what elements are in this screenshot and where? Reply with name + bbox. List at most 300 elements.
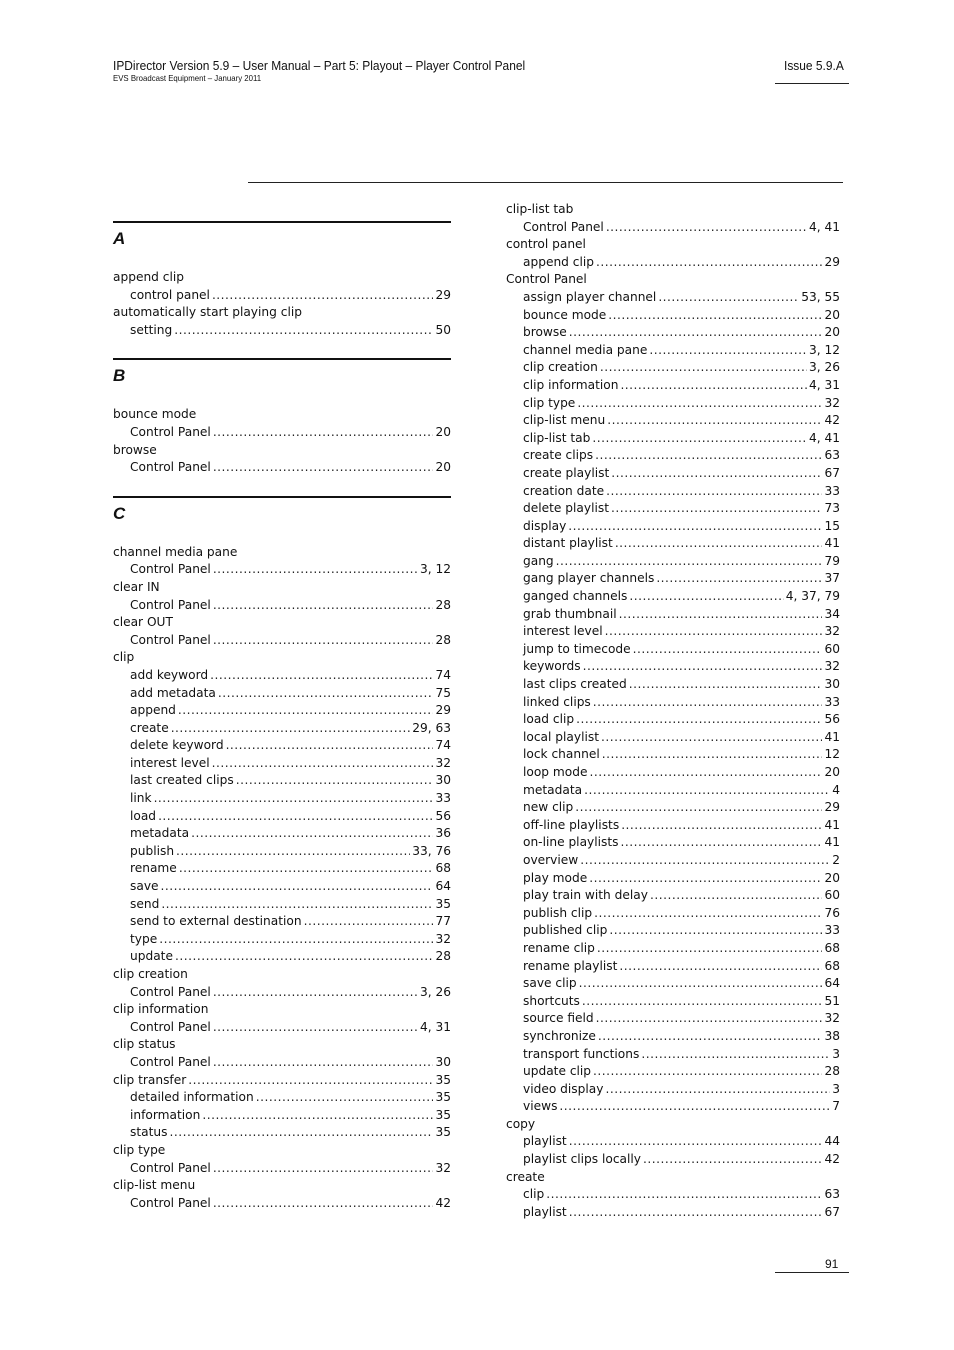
subentry-label: shortcuts: [523, 993, 580, 1008]
index-term: clear OUT: [113, 615, 173, 630]
dot-leader: [256, 1089, 434, 1107]
page-ref: 77: [435, 914, 451, 929]
page-ref: 33: [435, 791, 451, 806]
dot-leader: [174, 322, 433, 340]
subentry-label: create: [130, 720, 169, 735]
subentry-label: clip type: [523, 395, 576, 410]
dot-leader: [582, 993, 823, 1011]
subentry-label: clip-list tab: [523, 430, 591, 445]
dot-leader: [169, 1124, 433, 1142]
subentry-label: rename playlist: [523, 958, 618, 973]
index-subentry: [506, 324, 840, 342]
subentry-label: save clip: [523, 976, 577, 991]
index-subentry: [113, 424, 451, 442]
subentry-label: append: [130, 703, 176, 718]
dot-leader: [556, 553, 823, 571]
page-ref: 38: [824, 1028, 840, 1043]
page-ref: 32: [435, 931, 451, 946]
index-subentry: [506, 1046, 840, 1064]
page-ref: 42: [824, 1152, 840, 1167]
index-subentry: [506, 606, 840, 624]
index-subentry: [506, 465, 840, 483]
page-ref: 42: [435, 1195, 451, 1210]
page-ref: 15: [824, 518, 840, 533]
dot-leader: [583, 658, 823, 676]
subentry-label: assign player channel: [523, 289, 657, 304]
subentry-label: rename: [130, 861, 177, 876]
dot-leader: [179, 860, 434, 878]
dot-leader: [212, 287, 434, 305]
subentry-label: type: [130, 931, 158, 946]
index-subentry: [506, 641, 840, 659]
subentry-label: delete keyword: [130, 738, 224, 753]
dot-leader: [218, 685, 434, 703]
subentry-label: clip creation: [523, 360, 598, 375]
footer-rule: [775, 1272, 849, 1273]
page-ref: 64: [824, 976, 840, 991]
index-subentry: [113, 860, 451, 878]
index-subentry: [113, 1124, 451, 1142]
page-ref: 28: [435, 949, 451, 964]
subentry-label: metadata: [130, 826, 190, 841]
index-term: clip-list tab: [506, 202, 574, 216]
page-ref: 64: [435, 879, 451, 894]
page-ref: 2: [832, 852, 840, 867]
subentry-label: synchronize: [523, 1028, 596, 1043]
dot-leader: [598, 1028, 823, 1046]
subentry-label: update clip: [523, 1064, 592, 1079]
subentry-label: last clips created: [523, 677, 627, 692]
index-subentry: [506, 1063, 840, 1081]
page-ref: 33: [824, 694, 840, 709]
index-subentry: [113, 632, 451, 650]
index-term: clip type: [113, 1142, 166, 1157]
index-term: clip creation: [113, 967, 188, 981]
index-subentry: [113, 790, 451, 808]
dot-leader: [620, 377, 807, 395]
index-subentry: [113, 737, 451, 755]
index-subentry: [506, 254, 840, 272]
index-subentry: [113, 667, 451, 685]
subentry-label: play train with delay: [523, 888, 648, 903]
page-ref: 63: [824, 448, 840, 463]
subentry-label: send: [130, 896, 160, 911]
subentry-label: send to external destination: [130, 914, 302, 929]
dot-leader: [161, 896, 433, 914]
index-subentry: [113, 1160, 451, 1178]
dot-leader: [606, 219, 807, 237]
dot-leader: [593, 1063, 822, 1081]
page-ref: 32: [824, 395, 840, 410]
index-subentry: [113, 755, 451, 773]
dot-leader: [213, 459, 434, 477]
index-subentry: [506, 518, 840, 536]
page-ref: 53, 55: [801, 289, 840, 304]
subentry-label: jump to timecode: [523, 641, 631, 656]
index-subentry: [506, 658, 840, 676]
dot-leader: [176, 843, 410, 861]
subentry-label: delete playlist: [523, 501, 609, 516]
dot-leader: [593, 694, 823, 712]
index-subentry: [113, 287, 451, 305]
dot-leader: [569, 324, 823, 342]
page-ref: 35: [435, 1090, 451, 1105]
index-subentry: [506, 535, 840, 553]
index-subentry: [113, 685, 451, 703]
subentry-label: link: [130, 791, 152, 806]
page-ref: 3, 26: [419, 984, 451, 999]
subentry-label: interest level: [523, 624, 603, 639]
subentry-label: save: [130, 879, 159, 894]
subentry-label: channel media pane: [523, 342, 648, 357]
page-ref: 33, 76: [412, 843, 451, 858]
page-ref: 4: [832, 782, 840, 797]
page-ref: 42: [824, 413, 840, 428]
subentry-label: new clip: [523, 800, 574, 815]
page-ref: 28: [435, 632, 451, 647]
subentry-label: metadata: [523, 782, 583, 797]
page-ref: 68: [824, 958, 840, 973]
subentry-label: Control Panel: [130, 424, 211, 439]
subentry-label: information: [130, 1107, 201, 1122]
dot-leader: [158, 808, 433, 826]
index-subentry: [113, 896, 451, 914]
dot-leader: [188, 1072, 433, 1090]
index-top-rule: [248, 182, 843, 183]
page-ref: 37: [824, 571, 840, 586]
dot-leader: [615, 535, 823, 553]
dot-leader: [559, 1098, 830, 1116]
dot-leader: [210, 667, 433, 685]
page-ref: 51: [824, 993, 840, 1008]
dot-leader: [576, 711, 822, 729]
page-ref: 79: [824, 553, 840, 568]
index-subentry: [113, 1019, 451, 1037]
index-subentry: [113, 720, 451, 738]
subentry-label: linked clips: [523, 694, 591, 709]
page-ref: 35: [435, 1072, 451, 1087]
page-ref: 56: [824, 712, 840, 727]
dot-leader: [597, 940, 823, 958]
page-ref: 76: [824, 905, 840, 920]
dot-leader: [171, 720, 411, 738]
index-term: copy: [506, 1116, 536, 1131]
index-term: control panel: [506, 237, 586, 252]
dot-leader: [579, 975, 823, 993]
subentry-label: clip: [523, 1187, 545, 1202]
subentry-label: setting: [130, 322, 173, 337]
subentry-label: creation date: [523, 483, 605, 498]
section-heading: [113, 358, 451, 400]
index-subentry: [506, 1151, 840, 1169]
page-ref: 41: [824, 835, 840, 850]
index-subentry: [506, 1204, 840, 1222]
page-ref: 3, 12: [808, 342, 840, 357]
subentry-label: bounce mode: [523, 307, 607, 322]
page-ref: 20: [824, 765, 840, 779]
subentry-label: add metadata: [130, 685, 216, 700]
dot-leader: [178, 702, 434, 720]
subentry-label: update: [130, 949, 173, 964]
index-subentry: [506, 870, 840, 888]
subentry-label: keywords: [523, 659, 581, 674]
dot-leader: [608, 307, 822, 325]
page-ref: 35: [435, 1107, 451, 1122]
index-subentry: [113, 808, 451, 826]
index-subentry: [113, 772, 451, 790]
page-ref: 29: [824, 254, 840, 269]
index-subentry: [506, 377, 840, 395]
subentry-label: last created clips: [130, 773, 234, 788]
page-ref: 32: [824, 659, 840, 674]
subentry-label: loop mode: [523, 765, 588, 779]
index-subentry: [506, 483, 840, 501]
index-term: clear IN: [113, 579, 160, 594]
index-subentry: [506, 623, 840, 641]
dot-leader: [577, 395, 822, 413]
dot-leader: [202, 1107, 433, 1125]
page-ref: 4, 31: [419, 1019, 451, 1034]
dot-leader: [607, 412, 822, 430]
index-subentry: [506, 412, 840, 430]
index-subentry: [113, 597, 451, 615]
index-subentry: [506, 922, 840, 940]
page-ref: 73: [824, 501, 840, 516]
subentry-label: overview: [523, 852, 579, 867]
dot-leader: [213, 561, 418, 579]
subentry-label: playlist: [523, 1204, 567, 1219]
index-subentry: [113, 913, 451, 931]
index-subentry: [506, 746, 840, 764]
index-subentry: [113, 948, 451, 966]
page-ref: 67: [824, 1204, 840, 1219]
subentry-label: Control Panel: [130, 632, 211, 647]
index-subentry: [113, 931, 451, 949]
section-gap: [113, 339, 451, 358]
subentry-label: playlist: [523, 1134, 567, 1149]
index-subentry: [113, 878, 451, 896]
index-subentry: [506, 430, 840, 448]
subentry-label: gang player channels: [523, 571, 655, 586]
subentry-label: add keyword: [130, 667, 209, 682]
page-ref: 32: [435, 755, 451, 770]
subentry-label: publish: [130, 843, 175, 858]
index-subentry: [113, 702, 451, 720]
subentry-label: grab thumbnail: [523, 606, 617, 621]
subentry-label: Control Panel: [523, 219, 604, 234]
index-term: browse: [113, 442, 157, 457]
subentry-label: video display: [523, 1081, 604, 1096]
dot-leader: [191, 825, 433, 843]
page-ref: 30: [824, 677, 840, 692]
page-ref: 4, 41: [808, 219, 840, 234]
page-ref: 7: [832, 1099, 840, 1114]
index-subentry: [506, 993, 840, 1011]
index-subentry: [506, 1010, 840, 1028]
dot-leader: [605, 1081, 830, 1099]
index-subentry: [506, 940, 840, 958]
dot-leader: [213, 1054, 434, 1072]
page-ref: 33: [824, 923, 840, 938]
index-term: clip status: [113, 1037, 176, 1052]
page-ref: 32: [824, 1011, 840, 1026]
section-letter: A: [113, 229, 126, 248]
page-ref: 3: [832, 1046, 840, 1061]
index-subentry: [506, 447, 840, 465]
header-rule: [775, 83, 849, 84]
index-term: clip-list menu: [113, 1178, 196, 1193]
dot-leader: [601, 729, 823, 747]
dot-leader: [213, 597, 434, 615]
index-subentry: [506, 1186, 840, 1204]
subentry-label: clip information: [523, 377, 619, 392]
index-subentry: [506, 1028, 840, 1046]
dot-leader: [213, 632, 434, 650]
page-ref: 12: [824, 747, 840, 762]
dot-leader: [650, 887, 823, 905]
index-subentry: [113, 1195, 451, 1213]
index-term: clip transfer: [113, 1072, 187, 1087]
index-subentry: [506, 1133, 840, 1151]
index-subentry: [113, 322, 451, 340]
dot-leader: [621, 817, 822, 835]
dot-leader: [619, 958, 822, 976]
issue-label: Issue 5.9.A: [784, 58, 844, 73]
dot-leader: [611, 500, 823, 518]
index-term: automatically start playing clip: [113, 305, 302, 320]
page-ref: 32: [435, 1160, 451, 1175]
index-column-left: [113, 221, 451, 1212]
subentry-label: off-line playlists: [523, 817, 620, 832]
page-ref: 60: [824, 641, 840, 656]
subentry-label: published clip: [523, 923, 608, 938]
subentry-label: control panel: [130, 287, 210, 302]
page-ref: 29: [435, 287, 451, 302]
index-term: append clip: [113, 270, 184, 284]
dot-leader: [606, 483, 822, 501]
dot-leader: [595, 447, 822, 465]
subentry-label: distant playlist: [523, 536, 613, 551]
page-ref: 68: [824, 940, 840, 955]
page-ref: 4, 41: [808, 430, 840, 445]
dot-leader: [580, 852, 830, 870]
dot-leader: [569, 1133, 823, 1151]
dot-leader: [213, 984, 418, 1002]
dot-leader: [175, 948, 434, 966]
dot-leader: [213, 1160, 434, 1178]
index-term: channel media pane: [113, 544, 238, 559]
page-ref: 41: [824, 729, 840, 744]
dot-leader: [633, 641, 823, 659]
dot-leader: [226, 737, 434, 755]
index-subentry: [506, 852, 840, 870]
subentry-label: source field: [523, 1011, 594, 1026]
index-subentry: [113, 561, 451, 579]
index-subentry: [506, 782, 840, 800]
dot-leader: [656, 570, 822, 588]
dot-leader: [584, 782, 830, 800]
subentry-label: Control Panel: [130, 1019, 211, 1034]
dot-leader: [602, 746, 823, 764]
index-subentry: [506, 975, 840, 993]
index-term-with-page: [113, 1072, 451, 1090]
index-subentry: [506, 289, 840, 307]
page-ref: 75: [435, 685, 451, 700]
index-subentry: [506, 799, 840, 817]
subentry-label: rename clip: [523, 940, 595, 955]
subentry-label: lock channel: [523, 747, 600, 762]
document-title: IPDirector Version 5.9 – User Manual – Part 5: Playout – Player Control Panel: [113, 58, 526, 73]
page-ref: 28: [435, 597, 451, 612]
index-subentry: [506, 395, 840, 413]
page-ref: 41: [824, 536, 840, 551]
subentry-label: clip-list menu: [523, 413, 606, 428]
dot-leader: [161, 878, 434, 896]
page-ref: 35: [435, 1125, 451, 1140]
index-subentry: [506, 676, 840, 694]
subentry-label: interest level: [130, 755, 210, 770]
page-ref: 20: [824, 307, 840, 322]
index-term: clip: [113, 650, 135, 665]
subentry-label: gang: [523, 553, 554, 568]
dot-leader: [643, 1151, 822, 1169]
index-subentry: [506, 588, 840, 606]
index-subentry: [506, 1098, 840, 1116]
section-heading: [113, 496, 451, 538]
subentry-label: display: [523, 518, 567, 533]
index-subentry: [506, 1081, 840, 1099]
subentry-label: load clip: [523, 712, 575, 727]
subentry-label: views: [523, 1099, 558, 1114]
subentry-label: browse: [523, 325, 567, 340]
page-ref: 35: [435, 896, 451, 911]
index-subentry: [113, 825, 451, 843]
page-ref: 74: [435, 667, 451, 682]
page-ref: 41: [824, 817, 840, 832]
dot-leader: [589, 764, 822, 782]
dot-leader: [154, 790, 434, 808]
page-ref: 60: [824, 888, 840, 903]
page-ref: 29, 63: [412, 720, 451, 735]
dot-leader: [641, 1046, 830, 1064]
index-subentry: [506, 764, 840, 782]
subentry-label: Control Panel: [130, 1195, 211, 1210]
index-subentry: [506, 834, 840, 852]
subentry-label: Control Panel: [130, 460, 211, 475]
index-subentry: [506, 219, 840, 237]
dot-leader: [159, 931, 433, 949]
index-subentry: [506, 570, 840, 588]
subentry-label: status: [130, 1125, 168, 1140]
dot-leader: [212, 755, 434, 773]
index-term: clip information: [113, 1002, 209, 1017]
page-ref: 29: [435, 703, 451, 718]
subentry-label: append clip: [523, 254, 594, 269]
subentry-label: Control Panel: [130, 562, 211, 577]
index-subentry: [113, 1107, 451, 1125]
index-subentry: [506, 817, 840, 835]
dot-leader: [568, 518, 822, 536]
page-ref: 3: [832, 1081, 840, 1096]
section-heading: [113, 221, 451, 263]
index-subentry: [506, 500, 840, 518]
index-subentry: [113, 984, 451, 1002]
section-letter: B: [113, 366, 126, 386]
page-ref: 4, 31: [808, 377, 840, 392]
page-ref: 30: [435, 1054, 451, 1069]
page-ref: 74: [435, 738, 451, 753]
page-ref: 67: [824, 465, 840, 480]
